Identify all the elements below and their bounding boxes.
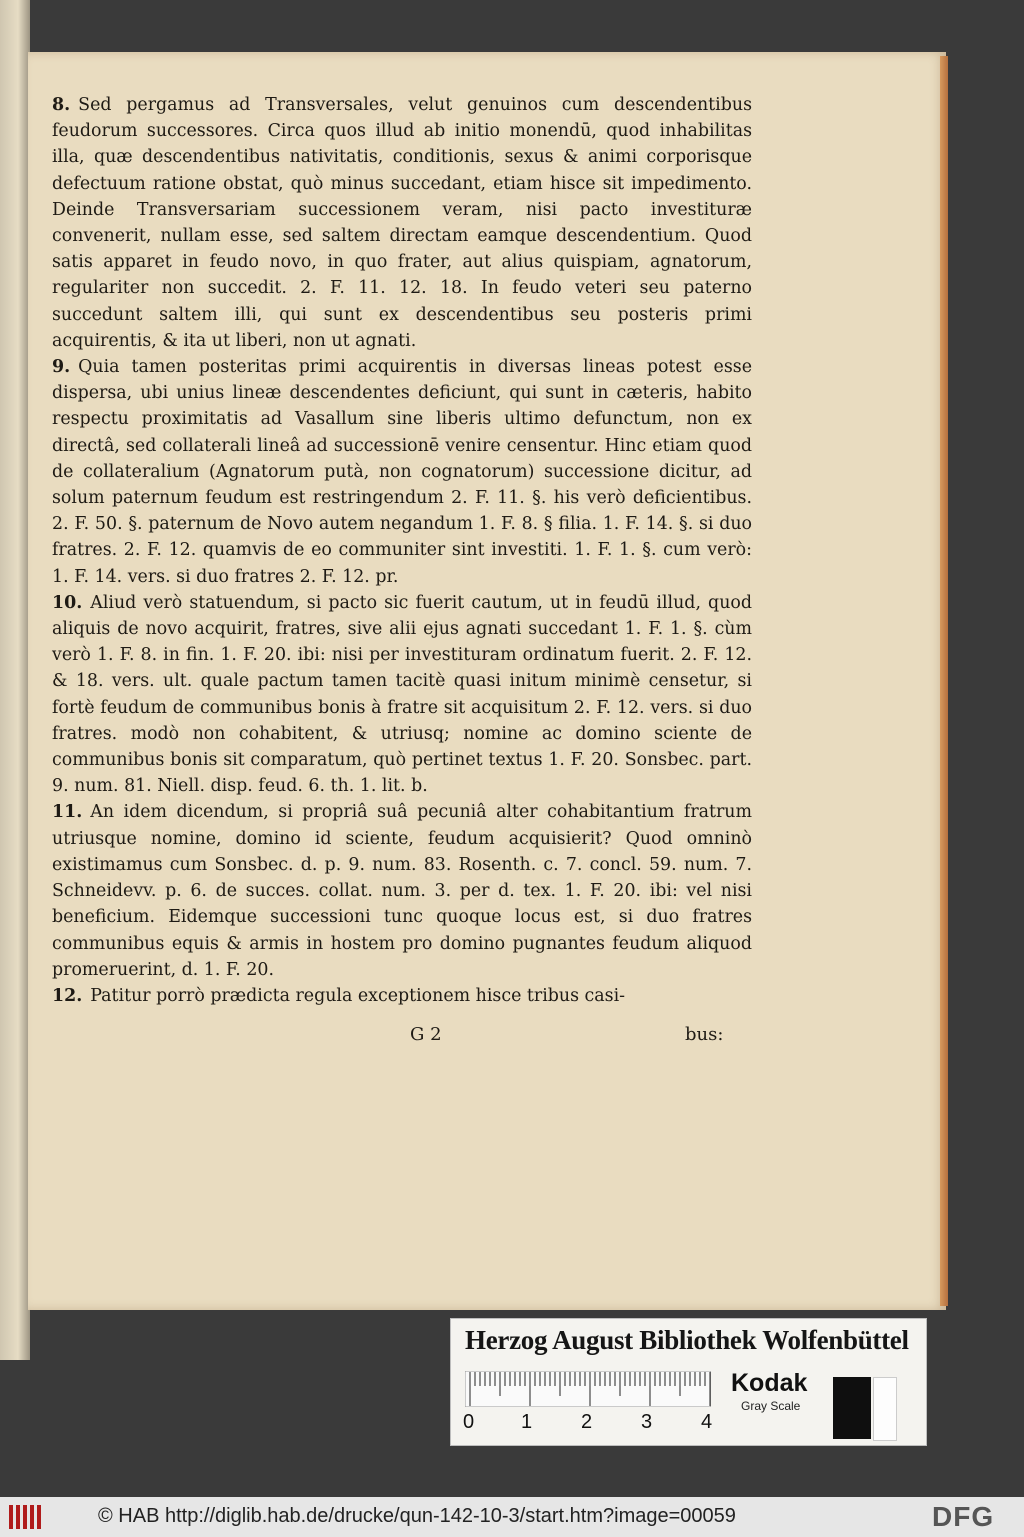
ruler-number: 0 [463,1411,475,1433]
footer-bar [0,1497,1024,1537]
catchword: bus: [685,1024,724,1045]
white-swatch [873,1377,897,1441]
ruler-number: 1 [521,1411,533,1433]
paragraph-8 [52,92,752,354]
ruler-number: 4 [701,1411,713,1433]
hab-logo-icon [8,1503,44,1531]
paragraph-number: 12. [52,985,83,1006]
black-swatch [833,1377,871,1439]
paragraph-11 [52,799,752,982]
dfg-logo: DFG [932,1501,995,1532]
paragraph-12 [52,983,752,1009]
copyright-url[interactable]: © HAB http://diglib.hab.de/drucke/qun-142-10-3/start.htm?image=00059 [98,1505,736,1527]
signature-mark: G 2 [410,1024,442,1045]
ruler-number: 2 [581,1411,593,1433]
paragraph-text: Quia tamen posteritas primi acquirentis in diversas lineas potest esse dispersa, ubi unius lineæ descendentes deficiunt, qui sunt in cæteris, habito respectu proximitatis ad Vasallum sine liberis ultimo defunctum, non ex directâ, sed collaterali lineâ ad successionē venire censentur. Hinc etiam quod de collateralium (Agnatorum putà, non cognatorum) successione dicitur, ad solum paternum feudum est restringendum 2. F. 11. §. his verò deficientibus. 2. F. 50. §. paternum de Novo autem negandum 1. F. 8. § filia. 1. F. 14. §. si duo fratres. 2. F. 12. quamvis de eo communiter sint investiti. 1. F. 1. §. cum verò: 1. F. 14. vers. si duo fratres 2. F. 12. pr. [52,357,752,587]
library-color-card [450,1318,927,1446]
gray-scale-label: Gray Scale [741,1399,801,1413]
paragraph-10 [52,590,752,800]
kodak-brand: Kodak [731,1369,808,1397]
paragraph-number: 9. [52,357,71,378]
page-text [52,92,752,1009]
paragraph-text: Patitur porrò prædicta regula exceptionem hisce tribus casi- [90,985,626,1006]
paragraph-text: Aliud verò statuendum, si pacto sic fuerit cautum, ut in feudū illud, quod aliquis de novo acquirit, fratres, sive alii ejus agnati succedant 1. F. 1. §. cùm verò 1. F. 8. in fin. 1. F. 20. ibi: nisi per investituram ordinatum fuerit. 2. F. 12. & 18. vers. ult. quale pactum tamen tacitè quasi initum minimè censetur, si fortè feudum de communibus bonis à fratre sit acquisitum 2. F. 12. vers. si duo fratres. modò non cohabitent, & utriusq; nomine ac domino sciente de communibus bonis sit comparatum, quò pertinet textus 1. F. 20. Sonsbec. part. 9. num. 81. Niell. disp. feud. 6. th. 1. lit. b. [52,592,752,797]
ruler-number: 3 [641,1411,653,1433]
ruler-scale [465,1371,711,1407]
paragraph-number: 10. [52,592,83,613]
book-binding [0,0,30,1360]
library-name: Herzog August Bibliothek Wolfenbüttel [465,1325,909,1355]
paragraph-text: An idem dicendum, si propriâ suâ pecuniâ alter cohabitantium fratrum utriusque nomine, domino id sciente, feudum acquisierit? Quod omninò existimamus cum Sonsbec. d. p. 9. num. 83. Rosenth. c. 7. concl. 59. num. 7. Schneidevv. p. 6. de succes. collat. num. 3. per d. tex. 1. F. 20. ibi: vel nisi beneficium. Eidemque successioni tunc quoque locus est, si duo fratres communibus equis & armis in hostem pro domino pugnantes feudum aliquod promeruerint, d. 1. F. 20. [52,802,752,980]
page-footer [150,1024,750,1054]
page-edge [940,56,948,1306]
paragraph-number: 8. [52,95,71,115]
paragraph-number: 11. [52,802,83,823]
paragraph-text: Sed pergamus ad Transversales, velut genuinos cum descendentibus feudorum successores. Circa quos illud ab initio monendū, quod inhabilitas illa, quæ descendentibus nativitatis, conditionis, sexus & animi corporisque defectuum ratione obstat, quò minus succedant, etiam hisce sit impedimento. Deinde Transversariam successionem veram, nisi pacto investituræ convenerit, nullam esse, sed saltem directam eamque descendentium. Quod satis apparet in feudo novo, in quo frater, aut alius quispiam, agnatorum, regulariter non succedit. 2. F. 11. 12. 18. In feudo veteri seu paterno succedunt saltem illi, qui sunt ex descendentibus seu posteris primi acquirentis, & ita ut liberi, non ut agnati. [52,95,752,351]
paragraph-9 [52,354,752,590]
